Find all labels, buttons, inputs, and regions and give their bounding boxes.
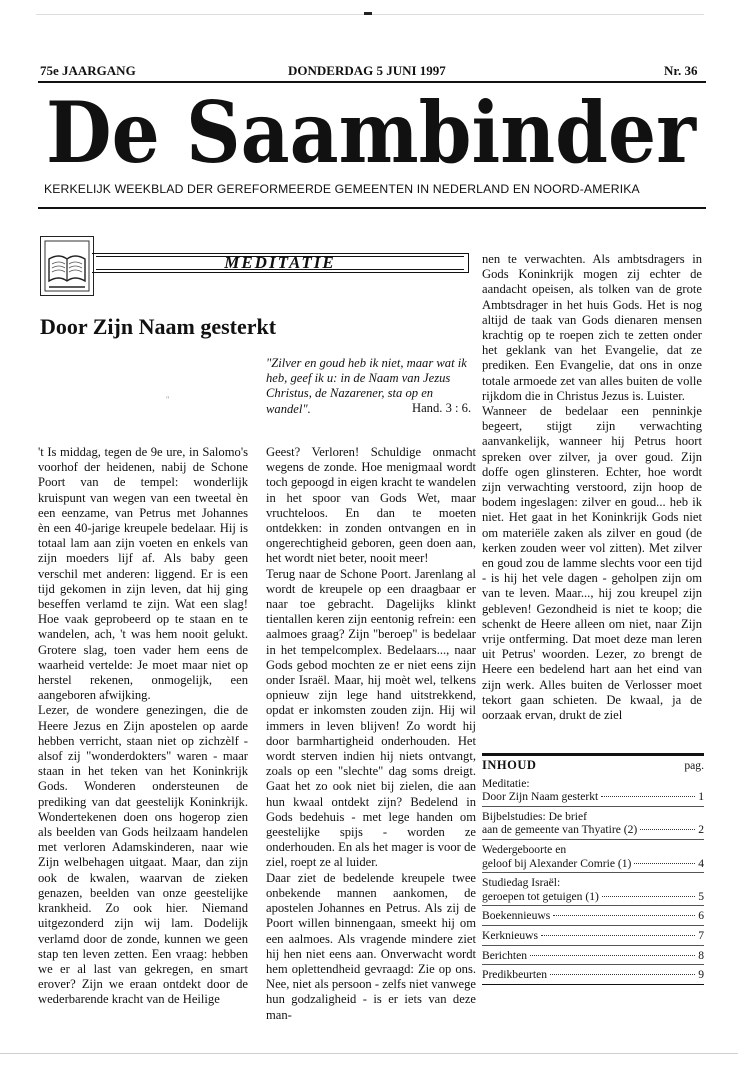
toc-item-title: Predikbeurten — [482, 968, 548, 982]
header-rule — [38, 81, 706, 83]
masthead-logo — [36, 84, 706, 180]
masthead-subtitle: KERKELIJK WEEKBLAD DER GEREFORMEERDE GEMEENTEN IN NEDERLAND EN NOORD-AMERIKA — [44, 182, 640, 196]
toc-item-line — [482, 823, 704, 837]
toc-title: INHOUD — [482, 758, 537, 772]
paragraph: 't Is middag, tegen de 9e ure, in Salomo's voorhof der heidenen, nabij de Schone Poort van de tempel: wonderlijk kruispunt van wegen van een tweetal èn een eenzame, van Petrus met Johannes èn een 40-jarige kreupele bedelaar. Hij is totaal lam aan zijn voeten en enkels van zijn moeders lijf af. Als baby geen verschil met anderen: liggend. Er is een tijd gekomen in zijn leven, dat hij ging beseffen verlamd te zijn. Wat een slag! Hoe vaak geprobeerd op te staan en te wandelen, ach, 't was hem nooit gelukt. Grotere slag, toen vader hem eens de waarheid vertelde: Je moet maar niet op herstel rekenen, onmogelijk, een aangeboren afwijking. — [38, 445, 248, 703]
table-of-contents — [482, 753, 704, 988]
toc-leader-dots — [541, 935, 695, 936]
toc-item-page: 5 — [698, 889, 704, 903]
toc-item[interactable] — [482, 777, 704, 807]
toc-item-page: 2 — [698, 823, 704, 837]
toc-leader-dots — [601, 796, 695, 797]
paragraph: Terug naar de Schone Poort. Jarenlang al wordt de kreupele op een draagbaar er naar toe gebracht. Dagelijks klinkt tientallen keren zijn eentonig refrein: een aalmoes graag? Zijn "beroep" is bedelaar in het tempelcomplex. Bedelaars..., naar Gods gebod mochten ze er niet eens zijn onder Israël. Maar, hij moèt wel, telkens opnieuw zijn lege hand uitstrekkend, opdat er inkomsten zouden zijn. Hij wil immers in leven blijven! Zo wordt hij door barmhartigheid onderhouden. Het wordt sterven indien hij niets ontvangt, zoals op een "slechte" dag soms dreigt. Gaat het zo ook niet bij zielen, die aan hun kwaal ontdekt zijn? Bedelend in Gods bedehuis - met lege handen om geestelijke spijs - worden ze onderhouden. En als het mager is voor de ziel, roept ze al luider. — [266, 566, 476, 870]
toc-item[interactable] — [482, 949, 704, 966]
toc-item-line — [482, 857, 704, 871]
toc-leader-dots — [550, 974, 695, 975]
toc-item-title: geroepen tot getuigen (1) — [482, 889, 599, 903]
toc-item-heading: Studiedag Israël: — [482, 876, 561, 890]
toc-item-line — [482, 790, 704, 804]
toc-item[interactable] — [482, 810, 704, 840]
toc-item-page: 6 — [698, 909, 704, 923]
toc-item-line — [482, 890, 704, 904]
toc-header — [482, 753, 704, 773]
toc-page-label: pag. — [684, 759, 704, 772]
masthead-rule — [38, 207, 706, 209]
toc-item-line — [482, 949, 704, 963]
article-column-2 — [266, 445, 476, 1023]
issue-number: Nr. 36 — [664, 63, 698, 78]
toc-item-page: 4 — [698, 856, 704, 870]
scripture-quote: "Zilver en goud heb ik niet, maar wat ik heb, geef ik u: in de Naam van Jezus Christus, de Nazarener, sta op en wandel". — [266, 356, 467, 416]
toc-item-title: aan de gemeente van Thyatire (2) — [482, 823, 638, 837]
toc-item-title: Boekennieuws — [482, 909, 551, 923]
scripture-reference: Hand. 3 : 6. — [412, 401, 472, 415]
toc-item[interactable] — [482, 929, 704, 946]
paragraph: nen te verwachten. Als ambtsdragers in Gods Koninkrijk mogen zij echter de aandacht opeisen, als tolken van de grote Ambtsdrager in het huis Gods. Het is nog altijd de taak van Gods dienaren mensen krachtig op te roepen zich te zetten onder het geklank van het Evangelie, dat ze prediken. Een Evangelie, dat ons in onze totale armoede zet van alles buiten de volle rijkdom die in Christus Jezus is. Luister. — [482, 252, 702, 403]
masthead-title: De Saambinder — [46, 84, 698, 180]
issue-date: DONDERDAG 5 JUNI 1997 — [288, 63, 446, 78]
toc-leader-dots — [634, 863, 695, 864]
volume-label: 75e JAARGANG — [40, 63, 136, 78]
article-column-3 — [482, 252, 702, 723]
paragraph: Lezer, de wondere genezingen, die de Heere Jezus en Zijn apostelen op aarde hebben verricht, staan niet op zichzèlf - alsof zij "wonderdokters" waren - maar staan in het teken van het Koninkrijk Gods. Wonderen ondersteunen de prediking van dat geestelijk Koninkrijk. Wondertekenen doen ons hogerop zien als beelden van Gods heilzaam handelen met verloren Adamskinderen, naar wie Zijn welbehagen uitgaat. Maar, dan zijn ook de kwalen, waarvan de zieken genazen, beelden van onze geestelijke krankheid. Zo ook hier. Niemand uitgezonderd zijn wij lam. Dodelijk verlamd door de zonde, kunnen we geen stap ten leven zetten. Een vraag: hebben we er al last van gekregen, en smart erover? Zijn we eraan ontdekt door de wederbarende kracht van de Heilige — [38, 703, 248, 1007]
article-headline: Door Zijn Naam gesterkt — [40, 314, 277, 339]
article-column-1 — [38, 445, 248, 1008]
toc-item[interactable] — [482, 843, 704, 873]
paragraph: Geest? Verloren! Schuldige onmacht wegens de zonde. Hoe menigmaal wordt toch gepoogd in eigen kracht te wandelen in het spoor van Gods Wet, maar vruchteloos. En dan te moeten ontdekken: in zonden ontvangen en in ongerechtigheid geboren, geen doen aan, het wordt niet beter, nooit meer! — [266, 445, 476, 566]
paragraph: Wanneer de bedelaar een penninkje begeert, stijgt zijn verwachting aanvankelijk, wanneer hij Petrus hoort spreken over zilver, ja over goud. Zijn doffe ogen glinsteren. Echter, hoe wordt zijn verwachting verstoord, zijn hoop de bodem ingeslagen: zilver en goud... heb ik niet. Het gaat in het Koninkrijk Gods niet om materiële zaken als zilver en goud (de kerken zouden weer vol zitten). Met zilver en goud zou de lamme slechts voor een tijd - is hij het vele dagen - geholpen zijn om van te leven. Maar..., hij zou kreupel zijn gebleven! Gezondheid is niet te koop; die schenkt de Heere alleen om niet, naar Zijn vrije ontferming. Dat moet deze man leren uit Petrus' woorden. Lezer, zo brengt de Heere een bedelend hart aan het eind van zijn werk. Alles buiten de Verlosser moet tekort gaan schieten. De kwaal, ja de oorzaak ervan, drukt de ziel — [482, 404, 702, 723]
paragraph: Daar ziet de bedelende kreupele twee onbekende mannen aankomen, de apostelen Johannes en Petrus. Als zij de Poort willen binnengaan, smeekt hij om een aalmoes. Als vragende mindere ziet hij hen niet eens aan. Onverwacht wordt hem oplettendheid gevraagd: Zie op ons. Nee, niet als persoon - zelfs niet vanwege hun godzaligheid - is er iets van deze man- — [266, 870, 476, 1022]
toc-leader-dots — [640, 829, 695, 830]
toc-leader-dots — [553, 915, 695, 916]
toc-leader-dots — [602, 896, 695, 897]
print-speck: " — [166, 395, 170, 404]
fold-mark — [364, 12, 372, 15]
toc-item-line — [482, 909, 704, 923]
open-book-icon — [40, 236, 94, 296]
toc-item-heading: Bijbelstudies: De brief — [482, 809, 587, 823]
toc-item-title: geloof bij Alexander Comrie (1) — [482, 856, 632, 870]
toc-item-heading: Meditatie: — [482, 776, 530, 790]
toc-item-line — [482, 929, 704, 943]
toc-item[interactable] — [482, 876, 704, 906]
toc-list — [482, 777, 704, 985]
toc-item-title: Kerknieuws — [482, 928, 539, 942]
toc-item-title: Door Zijn Naam gesterkt — [482, 790, 599, 804]
toc-item[interactable] — [482, 909, 704, 926]
toc-item-title: Berichten — [482, 948, 528, 962]
toc-item-page: 1 — [698, 790, 704, 804]
section-label: MEDITATIE — [92, 253, 469, 273]
toc-item-page: 9 — [698, 968, 704, 982]
bottom-border — [0, 1053, 738, 1054]
toc-item-page: 7 — [698, 928, 704, 942]
toc-item-page: 8 — [698, 948, 704, 962]
toc-item[interactable] — [482, 968, 704, 985]
toc-item-heading: Wedergeboorte en — [482, 842, 567, 856]
toc-item-line — [482, 968, 704, 982]
toc-leader-dots — [530, 955, 695, 956]
